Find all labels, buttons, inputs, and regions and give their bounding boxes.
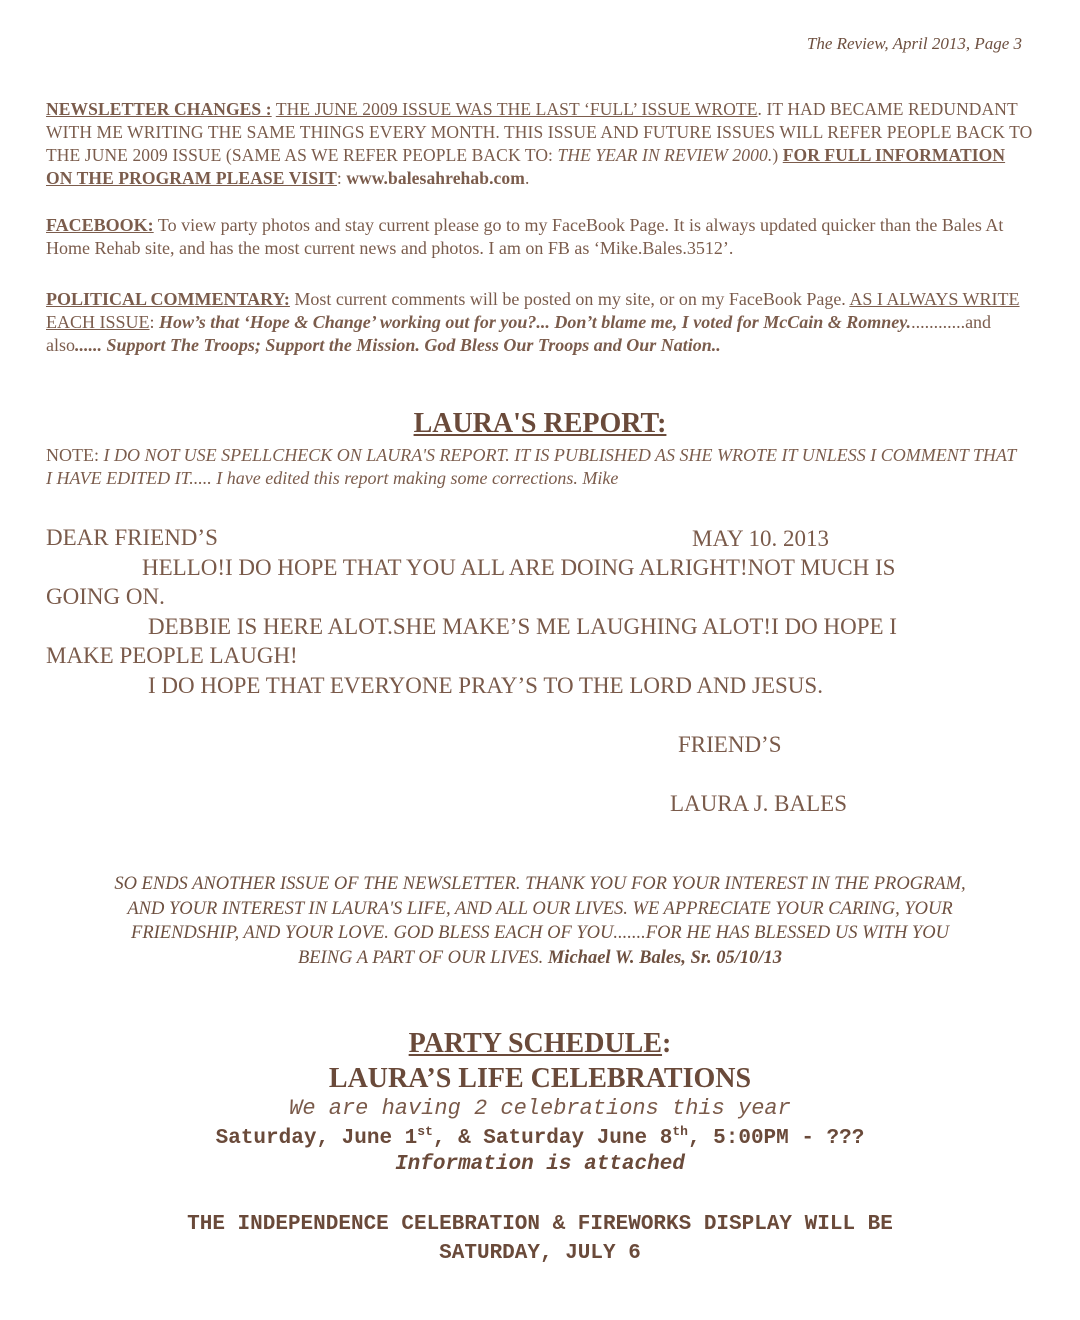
letter-line-3: I DO HOPE THAT EVERYONE PRAY’S TO THE LORD AND JESUS. — [148, 673, 823, 698]
closing-note-line-2: AND YOUR INTEREST IN LAURA'S LIFE, AND ALL OUR LIVES. WE APPRECIATE YOUR CARING, YOUR — [127, 898, 953, 919]
political-text2: : — [149, 312, 160, 332]
political-text3: ............and also — [46, 312, 992, 355]
newsletter-changes-text4: . — [524, 168, 530, 188]
newsletter-changes-text3: : — [336, 168, 347, 188]
laura-report-title: LAURA'S REPORT: — [413, 408, 667, 439]
closing-note-signature: Michael W. Bales, Sr. 05/10/13 — [547, 947, 783, 968]
political-text: Most current comments will be posted on my site, or on my FaceBook Page. — [289, 289, 850, 309]
newsletter-changes-label: NEWSLETTER CHANGES : — [46, 99, 272, 119]
celebration-date-2-suffix: th — [672, 1124, 688, 1139]
facebook-paragraph — [46, 214, 1036, 260]
report-note — [46, 444, 1026, 490]
newsletter-changes-paragraph — [46, 98, 1036, 190]
closing-note — [0, 872, 1080, 970]
letter-line-2: DEBBIE IS HERE ALOT.SHE MAKE’S ME LAUGHING ALOT!I DO HOPE I — [148, 614, 897, 639]
website-link[interactable]: www.balesahrehab.com — [346, 168, 525, 188]
life-celebrations-title: LAURA’S LIFE CELEBRATIONS — [328, 1063, 752, 1094]
report-note-text: I DO NOT USE SPELLCHECK ON LAURA'S REPORT. IT IS PUBLISHED AS SHE WROTE IT UNLESS I COMMENT THAT I HAVE EDITED IT..... I have edited this report making some corrections. Mike — [46, 445, 1016, 488]
report-note-prefix: NOTE: — [46, 445, 104, 465]
letter-line-2b: MAKE PEOPLE LAUGH! — [46, 643, 298, 668]
closing-note-line-4-text: BEING A PART OF OUR LIVES. — [297, 947, 548, 968]
letter-greeting: DEAR FRIEND’S — [46, 525, 218, 550]
newsletter-changes-text: . IT HAD BECAME REDUNDANT WITH ME WRITING THE SAME THINGS EVERY MONTH. THIS ISSUE AND FUTURE ISSUES WILL REFER PEOPLE BACK TO THE JUNE 2009 ISSUE (SAME AS WE REFER PEOPLE BACK TO: — [46, 99, 1033, 165]
celebration-dates — [0, 1124, 1080, 1150]
celebrations-intro: We are having 2 celebrations this year — [289, 1096, 791, 1121]
party-schedule-title-text: PARTY SCHEDULE — [408, 1028, 663, 1059]
political-quote: How’s that ‘Hope & Change’ working out for you?... Don’t blame me, I voted for McCain & Romney. — [159, 312, 912, 332]
independence-notice — [0, 1210, 1080, 1268]
celebration-date-1-suffix: st — [417, 1124, 433, 1139]
party-schedule-title — [0, 1028, 1080, 1060]
political-closing: ...... Support The Troops; Support the Mission. God Bless Our Troops and Our Nation.. — [75, 335, 721, 355]
newsletter-changes-text2: ) — [772, 145, 783, 165]
visit-instruction: FOR FULL INFORMATION ON THE PROGRAM PLEASE VISIT — [46, 145, 1006, 188]
party-schedule-title-colon: : — [662, 1028, 672, 1059]
info-attached: Information is attached — [395, 1153, 685, 1176]
political-commentary-paragraph — [46, 288, 1036, 357]
letter-signature: LAURA J. BALES — [670, 791, 847, 816]
closing-note-line-3: FRIENDSHIP, AND YOUR LOVE. GOD BLESS EACH OF YOU.......FOR HE HAS BLESSED US WITH YOU — [131, 923, 949, 943]
facebook-text: To view party photos and stay current please go to my FaceBook Page. It is always updated quicker than the Bales At Home Rehab site, and has the most current news and photos. I am on FB as ‘Mike.Bales.3512’. — [46, 215, 1004, 258]
independence-line-2: SATURDAY, JULY 6 — [439, 1242, 641, 1265]
letter-date: MAY 10. 2013 — [692, 526, 829, 551]
celebration-date-2: , & Saturday June 8 — [432, 1127, 673, 1150]
letter-closing: FRIEND’S — [678, 732, 782, 757]
closing-note-line-1: SO ENDS ANOTHER ISSUE OF THE NEWSLETTER. THANK YOU FOR YOUR INTEREST IN THE PROGRAM, — [114, 874, 966, 894]
political-commentary-label: POLITICAL COMMENTARY: — [46, 289, 290, 309]
letter-line-1b: GOING ON. — [46, 584, 165, 609]
letter-line-1: HELLO!I DO HOPE THAT YOU ALL ARE DOING ALRIGHT!NOT MUCH IS — [142, 555, 896, 580]
newsletter-changes-underlined: THE JUNE 2009 ISSUE WAS THE LAST ‘FULL’ ISSUE WROTE — [275, 99, 758, 119]
year-in-review-title: THE YEAR IN REVIEW 2000. — [557, 145, 773, 165]
closing-note-line-4 — [0, 946, 1080, 971]
celebration-date-1: Saturday, June 1 — [215, 1127, 418, 1150]
facebook-label: FACEBOOK: — [46, 215, 154, 235]
political-underlined: AS I ALWAYS WRITE EACH ISSUE — [46, 289, 1020, 332]
independence-line-1: THE INDEPENDENCE CELEBRATION & FIREWORKS DISPLAY WILL BE — [187, 1213, 893, 1236]
page-header: The Review, April 2013, Page 3 — [806, 34, 1022, 53]
celebration-time: , 5:00PM - ??? — [687, 1127, 865, 1150]
